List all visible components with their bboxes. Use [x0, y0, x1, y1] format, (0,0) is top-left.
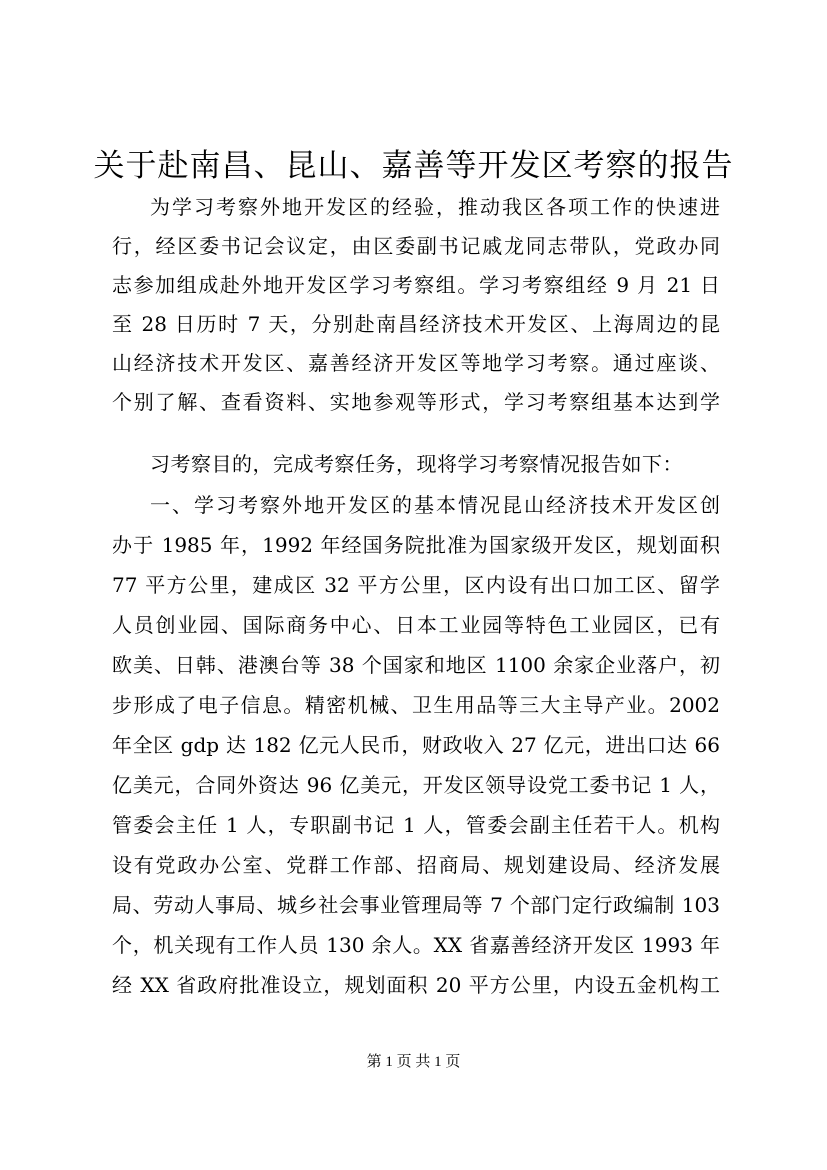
body-line: 年全区 gdp 达 182 亿元人民币，财政收入 27 亿元，进出口达 66	[112, 733, 720, 757]
body-line: 欧美、日韩、港澳台等 38 个国家和地区 1100 余家企业落户，初	[112, 653, 720, 677]
body-line: 为学习考察外地开发区的经验，推动我区各项工作的快速进	[150, 195, 720, 219]
body-line: 个别了解、查看资料、实地参观等形式，学习考察组基本达到学	[112, 390, 720, 414]
body-line: 人员创业园、国际商务中心、日本工业园等特色工业园区，已有	[112, 613, 720, 637]
body-line: 山经济技术开发区、嘉善经济开发区等地学习考察。通过座谈、	[112, 351, 720, 375]
body-line: 一、学习考察外地开发区的基本情况昆山经济技术开发区创	[150, 493, 720, 517]
body-line: 办于 1985 年，1992 年经国务院批准为国家级开发区，规划面积	[112, 533, 720, 557]
body-line: 管委会主任 1 人，专职副书记 1 人，管委会副主任若干人。机构	[112, 813, 720, 837]
page-footer: 第 1 页 共 1 页	[366, 1054, 461, 1070]
body-line: 设有党政办公室、党群工作部、招商局、规划建设局、经济发展	[112, 853, 720, 877]
body-line: 77 平方公里，建成区 32 平方公里，区内设有出口加工区、留学	[112, 573, 720, 597]
body-line: 习考察目的，完成考察任务，现将学习考察情况报告如下：	[150, 452, 683, 476]
body-line: 步形成了电子信息。精密机械、卫生用品等三大主导产业。2002	[112, 693, 720, 717]
document-title: 关于赴南昌、昆山、嘉善等开发区考察的报告	[93, 148, 734, 184]
body-line: 志参加组成赴外地开发区学习考察组。学习考察组经 9 月 21 日	[112, 273, 720, 297]
body-line: 个，机关现有工作人员 130 余人。XX 省嘉善经济开发区 1993 年	[112, 933, 720, 957]
body-line: 局、劳动人事局、城乡社会事业管理局等 7 个部门定行政编制 103	[112, 893, 720, 917]
body-line: 至 28 日历时 7 天，分别赴南昌经济技术开发区、上海周边的昆	[112, 312, 720, 336]
body-line: 亿美元，合同外资达 96 亿美元，开发区领导设党工委书记 1 人，	[112, 773, 720, 797]
body-line: 经 XX 省政府批准设立，规划面积 20 平方公里，内设五金机构工	[112, 973, 720, 997]
body-line: 行，经区委书记会议定，由区委副书记戚龙同志带队，党政办同	[112, 234, 720, 258]
